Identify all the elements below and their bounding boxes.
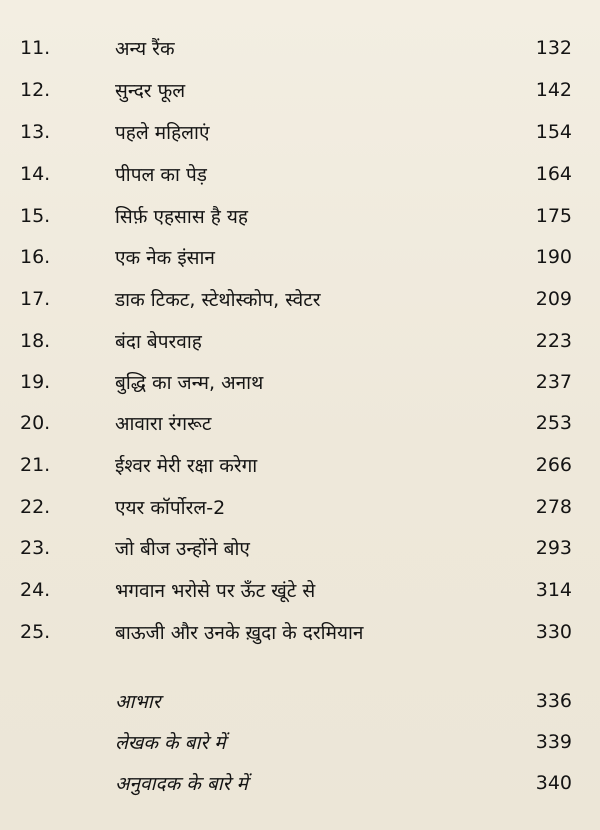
chapter-number: 24. [20, 579, 51, 601]
page-number: 314 [535, 579, 572, 601]
page-number: 154 [535, 121, 572, 143]
chapter-title: पहले महिलाएं [115, 122, 210, 144]
chapter-title: अन्य रैंक [115, 38, 175, 60]
chapter-title: बुद्धि का जन्म, अनाथ [115, 372, 264, 394]
toc-entry [0, 364, 600, 400]
chapter-number: 20. [20, 412, 51, 434]
chapter-title: पीपल का पेड़ [115, 164, 207, 186]
page-number: 237 [535, 371, 572, 393]
page-number: 190 [535, 246, 572, 268]
page-number: 266 [535, 454, 572, 476]
toc-entry [0, 405, 600, 441]
toc-entry [0, 72, 600, 108]
chapter-number: 18. [20, 330, 51, 352]
chapter-number: 17. [20, 288, 51, 310]
back-matter-title: लेखक के बारे में [115, 732, 226, 754]
chapter-number: 21. [20, 454, 51, 476]
page-number: 132 [535, 37, 572, 59]
back-matter-title: आभार [115, 691, 161, 713]
toc-entry [0, 447, 600, 483]
chapter-number: 13. [20, 121, 51, 143]
chapter-title: बाऊजी और उनके ख़ुदा के दरमियान [115, 622, 364, 644]
page-number: 330 [535, 621, 572, 643]
chapter-title: एयर कॉर्पोरल-2 [115, 497, 226, 519]
chapter-number: 25. [20, 621, 51, 643]
page-number: 340 [535, 772, 572, 794]
chapter-title: भगवान भरोसे पर ऊँट खूंटे से [115, 580, 316, 602]
toc-entry [0, 156, 600, 192]
toc-entry [0, 281, 600, 317]
chapter-number: 15. [20, 205, 51, 227]
chapter-title: डाक टिकट, स्टेथोस्कोप, स्वेटर [115, 289, 321, 311]
back-matter-entry [0, 724, 600, 760]
chapter-title: आवारा रंगरूट [115, 413, 212, 435]
page-number: 223 [535, 330, 572, 352]
page-number: 253 [535, 412, 572, 434]
chapter-number: 22. [20, 496, 51, 518]
chapter-title: सिर्फ़ एहसास है यह [115, 206, 248, 228]
toc-entry [0, 614, 600, 650]
toc-entry [0, 239, 600, 275]
toc-entry [0, 530, 600, 566]
toc-entry [0, 198, 600, 234]
chapter-number: 11. [20, 37, 51, 59]
page-number: 175 [535, 205, 572, 227]
back-matter-entry [0, 683, 600, 719]
chapter-number: 16. [20, 246, 51, 268]
chapter-number: 23. [20, 537, 51, 559]
toc-entry [0, 30, 600, 66]
page-number: 142 [535, 79, 572, 101]
page-number: 293 [535, 537, 572, 559]
page-number: 164 [535, 163, 572, 185]
back-matter-entry [0, 765, 600, 801]
toc-entry [0, 489, 600, 525]
chapter-title: एक नेक इंसान [115, 247, 215, 269]
toc-entry [0, 572, 600, 608]
toc-entry [0, 114, 600, 150]
chapter-title: बंदा बेपरवाह [115, 331, 202, 353]
chapter-title: सुन्दर फूल [115, 80, 186, 102]
chapter-number: 14. [20, 163, 51, 185]
chapter-number: 12. [20, 79, 51, 101]
page-number: 339 [535, 731, 572, 753]
chapter-title: ईश्वर मेरी रक्षा करेगा [115, 455, 258, 477]
page-number: 209 [535, 288, 572, 310]
back-matter-title: अनुवादक के बारे में [115, 773, 248, 795]
toc-entry [0, 323, 600, 359]
chapter-number: 19. [20, 371, 51, 393]
page-number: 336 [535, 690, 572, 712]
page-number: 278 [535, 496, 572, 518]
chapter-title: जो बीज उन्होंने बोए [115, 538, 250, 560]
